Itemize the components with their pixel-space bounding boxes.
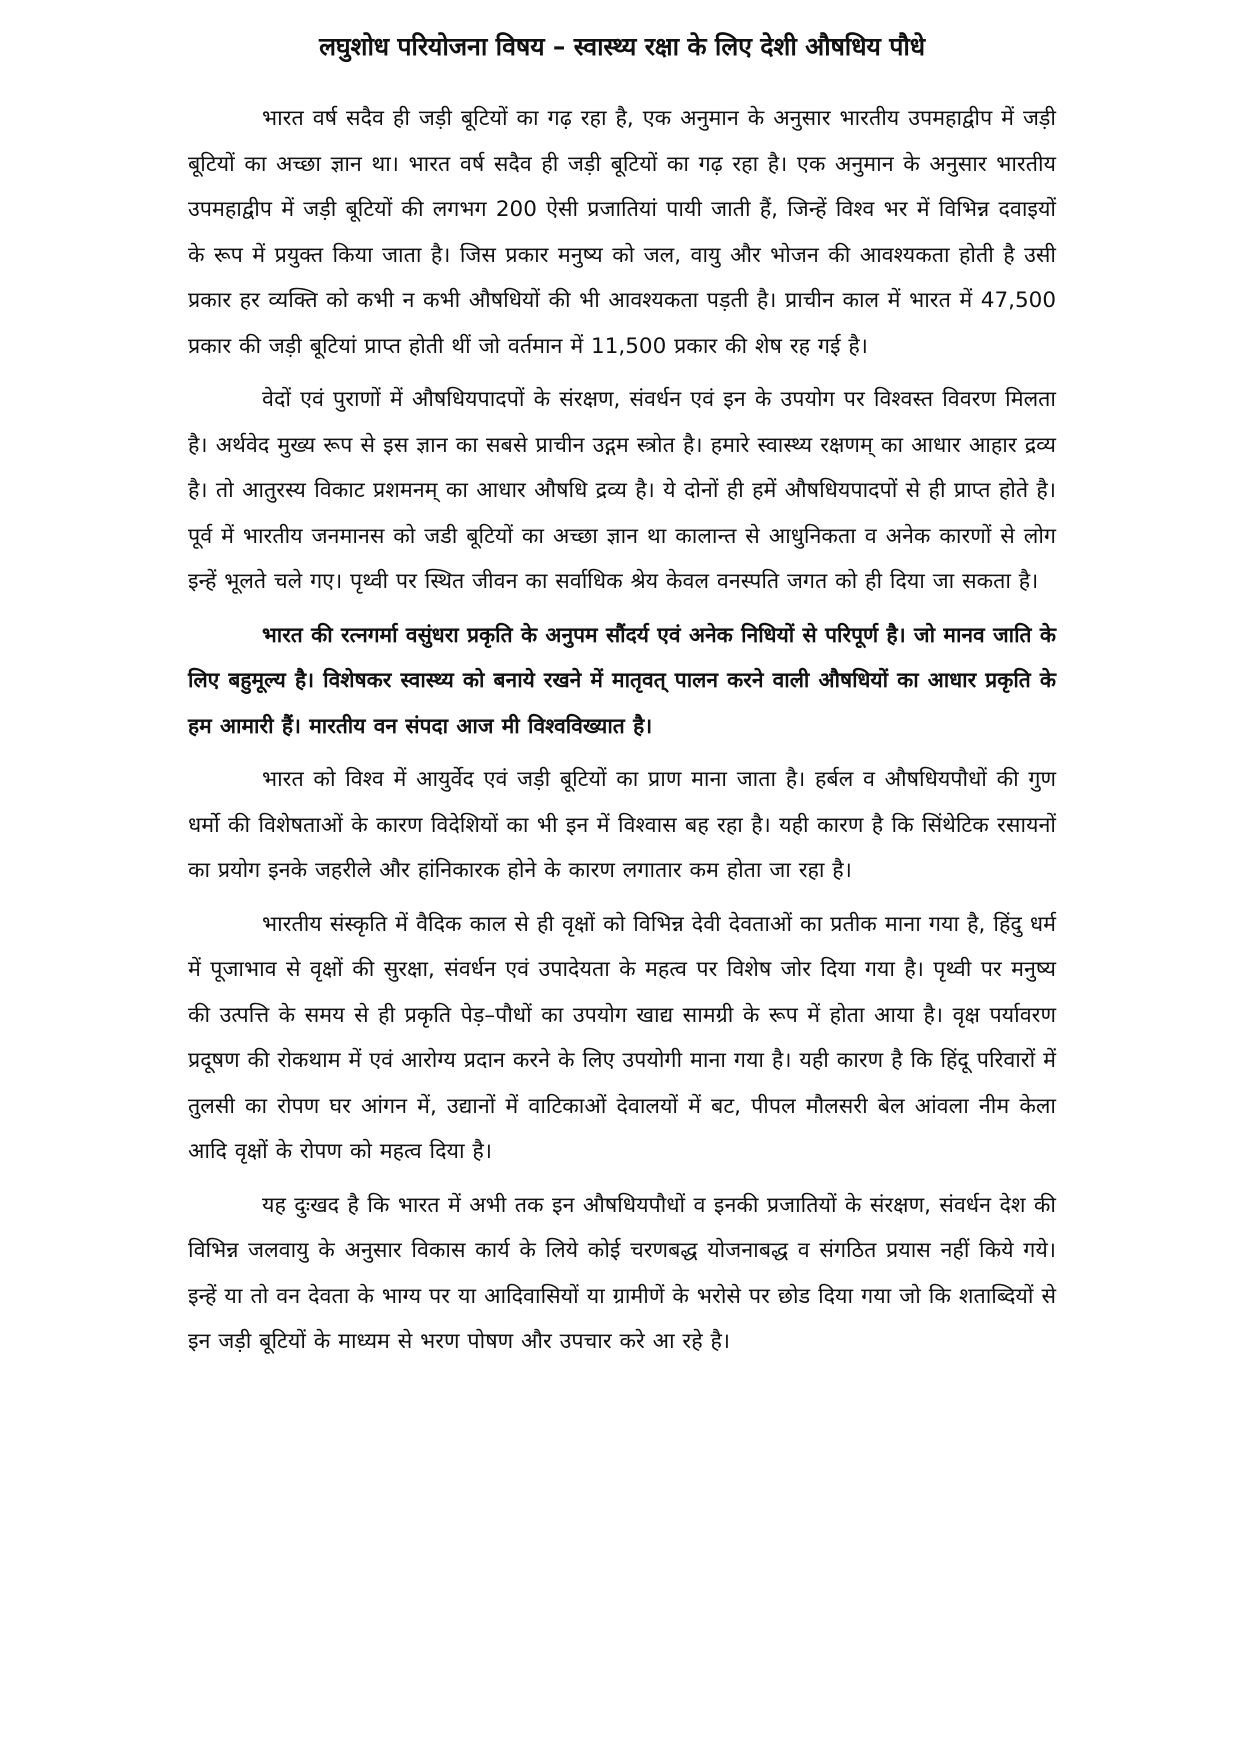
document-title: लघुशोध परियोजना विषय – स्वास्थ्य रक्षा के लिए देशी औषधिय पौधे [319, 32, 925, 61]
paragraph-vedas-puranas: वेदों एवं पुराणों में औषधियपादपों के संरक्षण, संवर्धन एवं इन के उपयोग पर विश्वस्त विवरण मिलता है। अर्थवेद मुख्य रूप से इस ज्ञान का सबसे प्राचीन उद्गम स्त्रोत है। हमारे स्वास्थ्य रक्षणम् का आधार आहार द्रव्य है। तो आतुरस्य विकाट प्रशमनम् का आधार औषधि द्रव्य है। ये दोनों ही हमें औषधियपादपों से ही प्राप्त होते है। पूर्व में भारतीय जनमानस को जडी बूटियों का अच्छा ज्ञान था कालान्त से आधुनिकता व अनेक कारणों से लोग इन्हें भूलते चले गए। पृथ्वी पर स्थित जीवन का सर्वाधिक श्रेय केवल वनस्पति जगत को ही दिया जा सकता है। [188, 387, 1056, 594]
paragraph-herbs-heritage: भारत वर्ष सदैव ही जड़ी बूटियों का गढ़ रहा है, एक अनुमान के अनुसार भारतीय उपमहाद्वीप में जड़ी बूटियों का अच्छा ज्ञान था। भारत वर्ष सदैव ही जड़ी बूटियों का गढ़ रहा है। एक अनुमान के अनुसार भारतीय उपमहाद्वीप में जड़ी बूटियों की लगभग 200 ऐसी प्रजातियां पायी जाती हैं, जिन्हें विश्व भर में विभिन्न दवाइयों के रूप में प्रयुक्त किया जाता है। जिस प्रकार मनुष्य को जल, वायु और भोजन की आवश्यकता होती है उसी प्रकार हर व्यक्ति को कभी न कभी औषधियों की भी आवश्यकता पड़ती है। प्राचीन काल में भारत में 47,500 प्रकार की जड़ी बूटियां प्राप्त होती थीं जो वर्तमान में 11,500 प्रकार की शेष रह गई है। [188, 106, 1056, 359]
paragraph-indian-culture-trees: भारतीय संस्कृति में वैदिक काल से ही वृक्षों को विभिन्न देवी देवताओं का प्रतीक माना गया है, हिंदु धर्म में पूजाभाव से वृक्षों की सुरक्षा, संवर्धन एवं उपादेयता के महत्व पर विशेष जोर दिया गया है। पृथ्वी पर मनुष्य की उत्पत्ति के समय से ही प्रकृति पेड़–पौधों का उपयोग खाद्य सामग्री के रूप में होता आया है। वृक्ष पर्यावरण प्रदूषण की रोकथाम में एवं आरोग्य प्रदान करने के लिए उपयोगी माना गया है। यही कारण है कि हिंदू परिवारों में तुलसी का रोपण घर आंगन में, उद्यानों में वाटिकाओं देवालयों में बट, पीपल मौलसरी बेल आंवला नीम केला आदि वृक्षों के रोपण को महत्व दिया है। [188, 911, 1056, 1164]
paragraph-natural-wealth: भारत की रत्नगर्मा वसुंधरा प्रकृति के अनुपम सौंदर्य एवं अनेक निधियों से परिपूर्ण है। जो मानव जाति के लिए बहुमूल्य है। विशेषकर स्वास्थ्य को बनाये रखने में मातृवत् पालन करने वाली औषधियों का आधार प्रकृति के हम आमारी हैं। मारतीय वन संपदा आज मी विश्वविख्यात है। [188, 622, 1056, 738]
paragraph-ayurveda: भारत को विश्व में आयुर्वेद एवं जड़ी बूटियों का प्राण माना जाता है। हर्बल व औषधियपौधों की गुण धर्मो की विशेषताओं के कारण विदेशियों का भी इन में विश्वास बह रहा है। यही कारण है कि सिंथेटिक रसायनों का प्रयोग इनके जहरीले और हांनिकारक होने के कारण लगातार कम होता जा रहा है। [188, 767, 1056, 883]
paragraph-conservation-concern: यह दुःखद है कि भारत में अभी तक इन औषधियपौधों व इनकी प्रजातियों के संरक्षण, संवर्धन देश की विभिन्न जलवायु के अनुसार विकास कार्य के लिये कोई चरणबद्ध योजनाबद्ध व संगठित प्रयास नहीं किये गये। इन्हें या तो वन देवता के भाग्य पर या आदिवासियों या ग्रामीणें के भरोसे पर छोड दिया गया जो कि शताब्दियों से इन जड़ी बूटियों के माध्यम से भरण पोषण और उपचार करे आ रहे है। [188, 1192, 1056, 1354]
document-page [188, 30, 1056, 1373]
